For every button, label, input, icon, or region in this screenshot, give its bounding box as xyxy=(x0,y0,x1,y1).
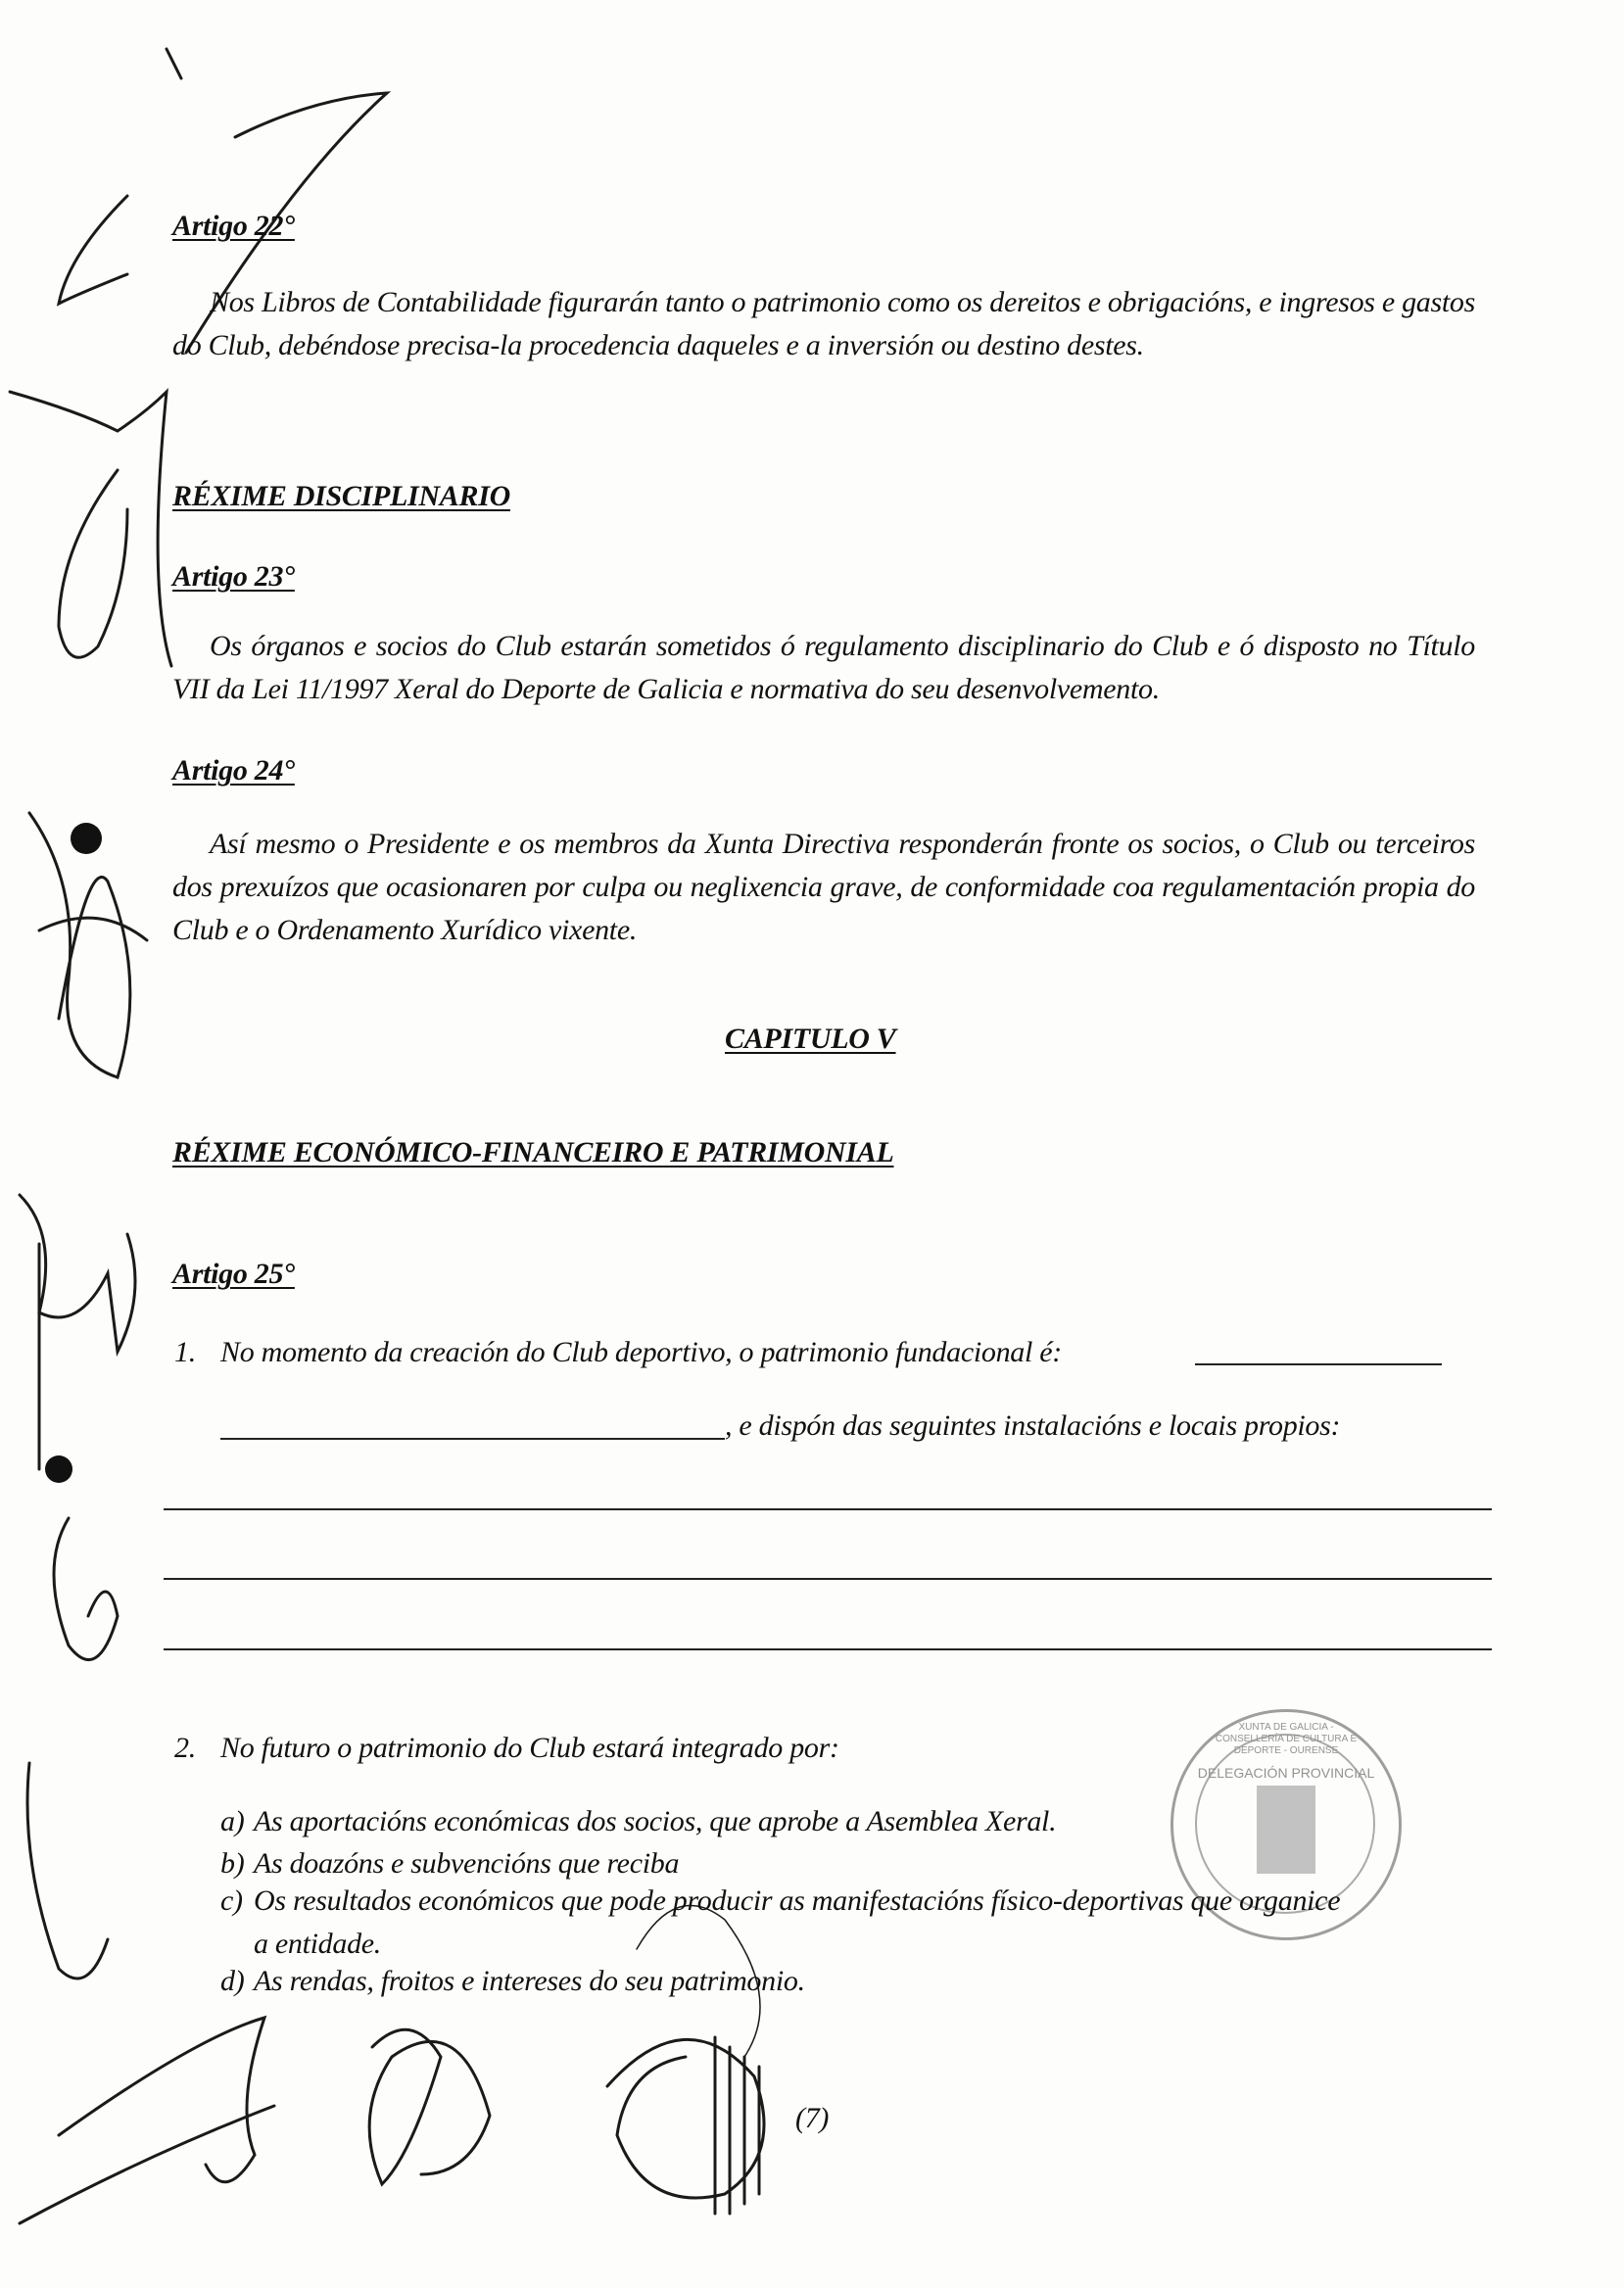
stamp-coat-of-arms xyxy=(1257,1786,1315,1874)
list-item-label: b) xyxy=(220,1847,245,1880)
list-item-label: d) xyxy=(220,1965,245,1997)
page-number: (7) xyxy=(795,2102,830,2134)
list-item-label: c) xyxy=(220,1884,243,1917)
list-item xyxy=(220,1886,1340,1916)
blank-line-patrimonio-cont xyxy=(220,1438,725,1440)
blank-line-3 xyxy=(164,1648,1492,1650)
list-item xyxy=(220,1967,805,1996)
paragraph-2-text: No futuro o patrimonio do Club estará integrado por: xyxy=(220,1732,839,1764)
list-item-label: a) xyxy=(220,1805,245,1837)
paragraph-1-text: No momento da creación do Club deportivo, o patrimonio fundacional é: xyxy=(220,1336,1062,1368)
blank-line-2 xyxy=(164,1578,1492,1580)
list-item-text: Os resultados económicos que pode producir as manifestacións físico-deportivas que organice xyxy=(254,1884,1341,1917)
stamp-outer-text: XUNTA DE GALICIA - CONSELLERÍA DE CULTURA E DEPORTE - OURENSE xyxy=(1215,1722,1358,1756)
blank-line-1 xyxy=(164,1508,1492,1510)
paragraph-1-continuation: , e dispón das seguintes instalacións e locais propios: xyxy=(725,1409,1341,1442)
section-heading-economico: RÉXIME ECONÓMICO-FINANCEIRO E PATRIMONIAL xyxy=(172,1136,894,1168)
list-item xyxy=(220,1849,679,1879)
artigo-23-heading: Artigo 23° xyxy=(172,560,295,593)
chapter-heading: CAPITULO V xyxy=(725,1023,896,1055)
artigo-24-text: Así mesmo o Presidente e os membros da Xunta Directiva responderán fronte os socios, o Club ou terceiros dos prexuízos que ocasionaren por culpa ou neglixencia grave, de conformidade coa regulamentación propia do Club e o Ordenamento Xurídico vixente. xyxy=(172,828,1475,946)
section-heading-disciplinario: RÉXIME DISCIPLINARIO xyxy=(172,480,510,512)
stamp-inner-text: DELEGACIÓN PROVINCIAL xyxy=(1197,1765,1375,1781)
list-item-text: As rendas, froitos e intereses do seu patrimonio. xyxy=(254,1965,805,1997)
list-item-continuation xyxy=(220,1930,381,1959)
list-item xyxy=(220,1807,1056,1836)
paragraph-2-number: 2. xyxy=(174,1732,196,1764)
artigo-23-text: Os órganos e socios do Club estarán sometidos ó regulamento disciplinario do Club e ó disposto no Título VII da Lei 11/1997 Xeral do Deporte de Galicia e normativa do seu desenvolvemento. xyxy=(172,630,1475,705)
paragraph-1-number: 1. xyxy=(174,1336,196,1368)
list-item-text: As doazóns e subvencións que reciba xyxy=(254,1847,680,1880)
artigo-22-heading: Artigo 22° xyxy=(172,210,295,242)
list-item-text: As aportacións económicas dos socios, que aprobe a Asemblea Xeral. xyxy=(254,1805,1057,1837)
artigo-24-heading: Artigo 24° xyxy=(172,754,295,786)
blank-line-patrimonio xyxy=(1195,1363,1442,1365)
artigo-25-heading: Artigo 25° xyxy=(172,1258,295,1290)
list-item-text: a entidade. xyxy=(254,1928,382,1960)
artigo-22-text: Nos Libros de Contabilidade figurarán tanto o patrimonio como os dereitos e obrigacións, e ingresos e gastos do Club, debéndose precisa-la procedencia daqueles e a inversión ou destino destes. xyxy=(172,286,1475,361)
